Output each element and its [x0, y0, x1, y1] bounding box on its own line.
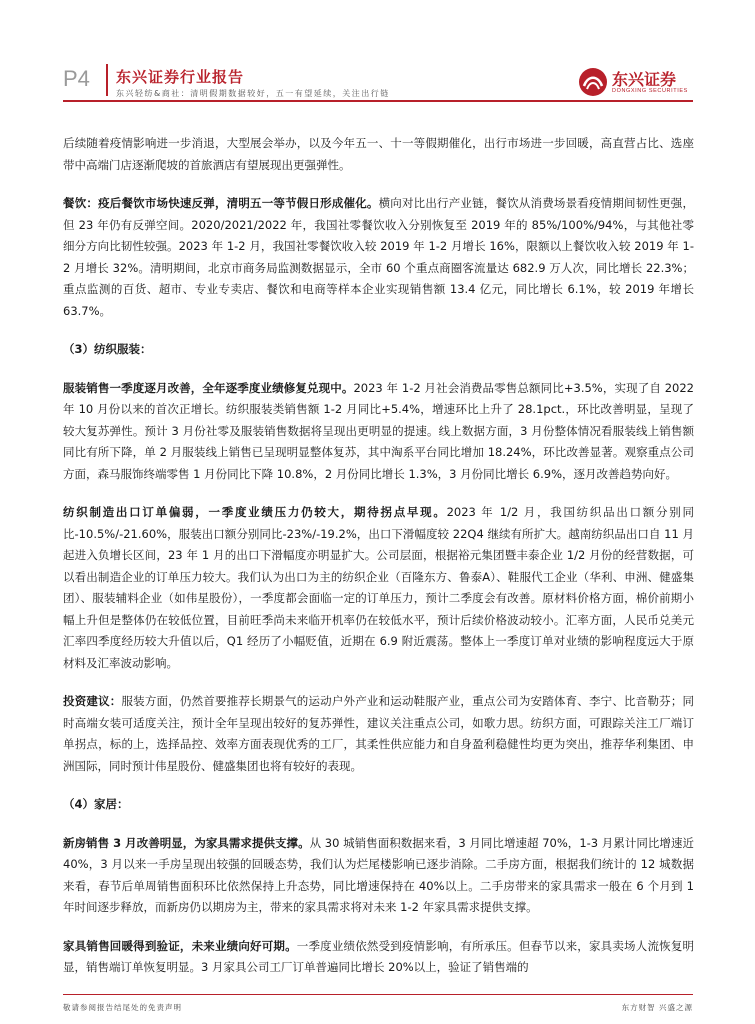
logo-text: 东兴证券 — [612, 70, 677, 89]
paragraph-hotel — [63, 133, 694, 176]
report-subtitle: 东兴轻纺&商社：清明假期数据较好，五一有望延续，关注出行链 — [116, 89, 390, 98]
header-rule — [63, 100, 693, 102]
paragraph-text: 2023 年 1-2 月社会消费品零售总额同比+3.5%，实现了自 2022 年 10 月份以来的首次正增长。纺织服装类销售额 1-2 月同比+5.4%，增速环比上升了 28.1pct.，环比改善明显，呈现了较大复苏弹性。预计 3 月份社零及服装销售数据将呈现出更明显的提速。线上数据方面，3 月份整体情况看服装线上销售额同比有所下降，单 2 月服装线上销售已呈现明显整体复苏，其中淘系平台同比增加 18.24%，环比改善显著。观察重点公司方面，森马服饰终端零售 1 月份同比下降 10.8%，2 月份同比增长 1.3%，3 月份同比增长 6.9%，逐月改善趋势向好。 — [63, 380, 694, 481]
paragraph-lead: 服装销售一季度逐月改善，全年逐季度业绩修复兑现中。 — [63, 380, 354, 395]
paragraph-text: 一季度业绩依然受到疫情影响，有所承压。但春节以来，家具卖场人流恢复明显，销售端订单恢复明显。3 月家具公司工厂订单普遍同比增长 20%以上，验证了销售端的 — [63, 938, 695, 974]
header-divider — [106, 64, 108, 96]
logo-mark-icon — [578, 67, 608, 97]
paragraph-textile-export — [63, 502, 694, 674]
paragraph-lead: 投资建议： — [63, 694, 122, 708]
paragraph-text: 从 30 城销售面积数据来看，3 月同比增速超 70%，1-3 月累计同比增速近 40%，3 月以来一手房呈现出较强的回暖态势，我们认为烂尾楼影响已逐步消除。二手房方面，根据我们统计的 12 城数据来看，春节后单周销售面积环比依然保持上升态势，同比增速保持在 40%以上。二手房带来的家具需求一般在 6 个月到 1 年时间逐步释放，而新房仍以期房为主，带来的家具需求将对未来 1-2 年家具需求提供支撑。 — [63, 835, 694, 914]
page-header — [0, 0, 755, 100]
report-title: 东兴证券行业报告 — [116, 68, 245, 86]
paragraph-new-home-sales — [63, 833, 694, 919]
paragraph-text: 服装方面，仍然首要推荐长期景气的运动户外产业和运动鞋服产业，重点公司为安踏体育、李宁、比音勒芬；同时高端女装可适度关注，预计全年呈现出较好的复苏弹性，建议关注重点公司，如歌力思。纺织方面，可跟踪关注工厂端订单拐点，标的上，选择品控、效率方面表现优秀的工厂，其柔性供应能力和自身盈利稳健性均更为突出，推荐华利集团、申洲国际，同时预计伟星股份、健盛集团也将有较好的表现。 — [63, 694, 695, 773]
paragraph-lead: 餐饮：疫后餐饮市场快速反弹，清明五一等节假日形成催化。 — [63, 196, 379, 210]
paragraph-text: 横向对比出行产业链，餐饮从消费场景看疫情期间韧性更强，但 23 年仍有反弹空间。2020/2021/2022 年，我国社零餐饮收入分别恢复至 2019 年的 85%/100%/94%，与其他社零细分方向比韧性较强。2023 年 1-2 月，我国社零餐饮收入较 2019 年 1-2 月增长 16%，限额以上餐饮收入较 2019 年 1-2 月增长 32%。清明期间，北京市商务局监测数据显示，全市 60 个重点商圈客流量达 682.9 万人次，同比增长 22.3%；重点监测的百货、超市、专业专卖店、餐饮和电商等样本企业实现销售额 13.4 亿元，同比增长 6.1%，较 2019 年增长 63.7%。 — [63, 196, 694, 318]
brand-logo — [578, 66, 698, 98]
logo-english: DONGXING SECURITIES — [612, 88, 688, 94]
paragraph-lead: 纺织制造出口订单偏弱，一季度业绩压力仍较大，期待拐点早现。 — [63, 505, 447, 519]
paragraph-investment-advice — [63, 691, 694, 777]
paragraph-apparel-sales — [63, 378, 694, 486]
paragraph-text: 2023 年 1/2 月，我国纺织品出口额分别同比-10.5%/-21.60%，服装出口额分别同比-23%/-19.2%，出口下滑幅度较 22Q4 继续有所扩大。越南纺织品出口自 11 月起进入负增长区间，23 年 1 月的出口下滑幅度亦明显扩大。公司层面，根据裕元集团暨丰泰企业 1/2 月份的经营数据，可以看出制造企业的订单压力较大。我们认为出口为主的纺织企业（百隆东方、鲁泰A）、鞋服代工企业（华利、申洲、健盛集团）、服装辅料企业（如伟星股份），一季度都会面临一定的订单压力，预计二季度会有改善。原材料价格方面，棉价前期小幅上升但是整体仍在较低位置，目前旺季尚未来临开机率仍在较低水平，预计后续价格波动较小。汇率方面，人民币兑美元汇率四季度经历较大升值以后，Q1 经历了小幅贬值，近期在 6.9 附近震荡。整体上一季度订单对业绩的影响程度远大于原材料及汇率波动影响。 — [63, 505, 694, 670]
page-number: P4 — [63, 66, 90, 91]
footer-disclaimer: 敬请参阅报告结尾处的免责声明 — [63, 1003, 182, 1012]
paragraph-catering — [63, 193, 694, 322]
section-heading-textile: （3）纺织服装： — [63, 342, 152, 356]
footer-rule — [63, 994, 693, 995]
paragraph-furniture-sales — [63, 936, 694, 979]
paragraph-lead: 家具销售回暖得到验证，未来业绩向好可期。 — [63, 938, 297, 953]
section-heading-home: （4）家居： — [63, 797, 129, 811]
paragraph-lead: 新房销售 3 月改善明显，为家具需求提供支撑。 — [63, 835, 310, 850]
paragraph-text: 后续随着疫情影响进一步消退，大型展会举办，以及今年五一、十一等假期催化，出行市场进一步回暖，高直营占比、选座带中高端门店逐渐爬坡的首旅酒店有望展现出更强弹性。 — [63, 136, 694, 172]
footer-slogan: 东方财智 兴盛之源 — [621, 1003, 693, 1012]
report-body — [63, 133, 694, 996]
